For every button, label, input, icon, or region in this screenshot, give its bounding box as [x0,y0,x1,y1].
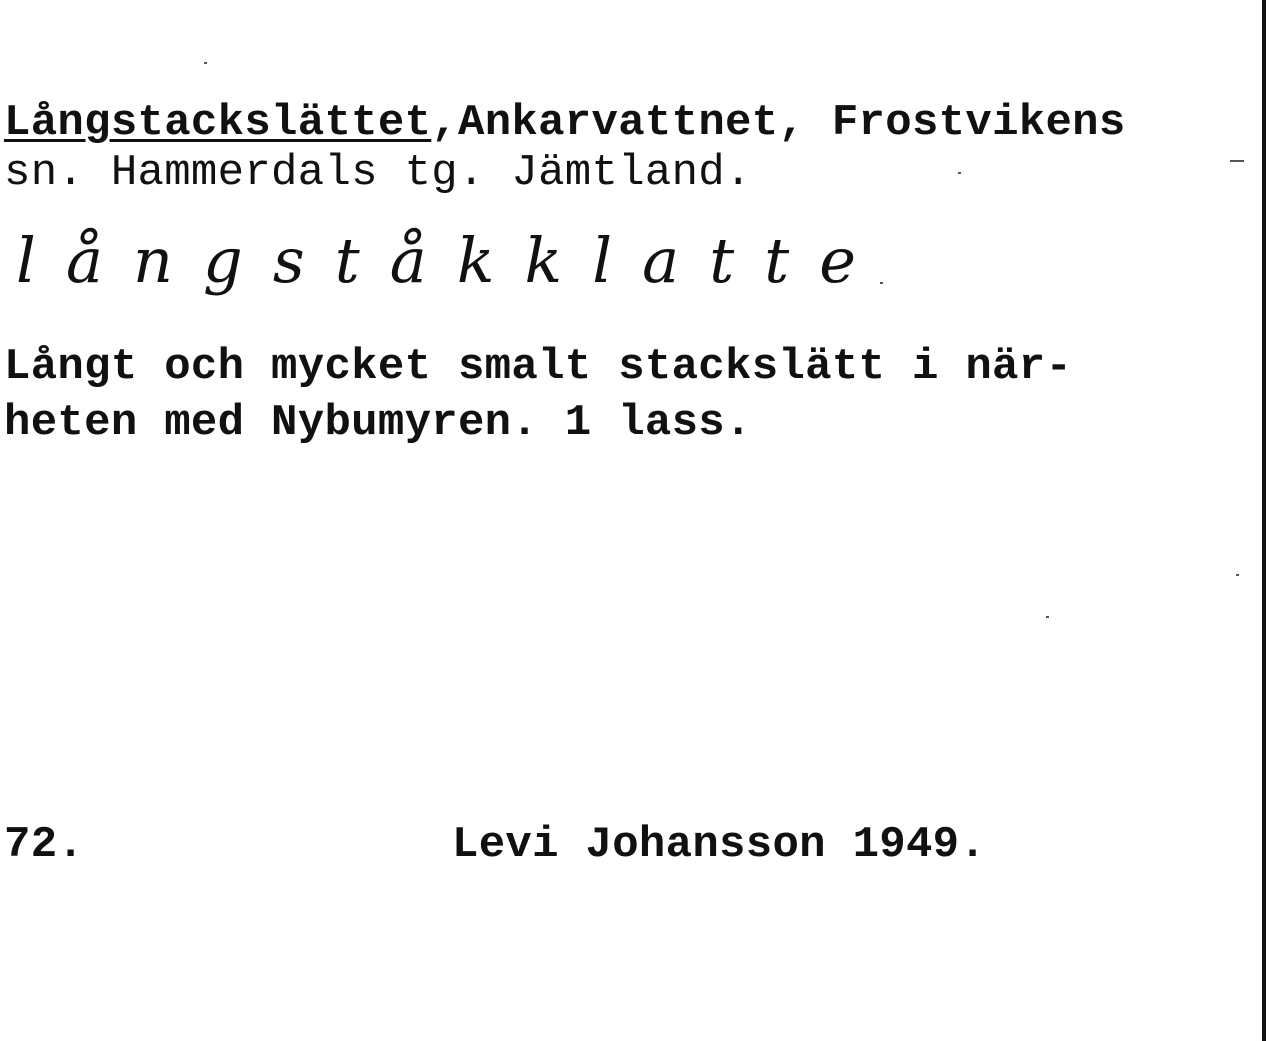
author-year: Levi Johansson 1949. [452,820,987,870]
scan-speck [1236,574,1239,576]
card-number: 72. [4,820,85,870]
description-line-2: heten med Nybumyren. 1 lass. [4,398,752,448]
scan-speck [204,62,207,64]
scan-speck [958,172,961,174]
location-text: ,Ankarvattnet, Frostvikens [431,98,1126,148]
card-edge-line [1262,0,1266,1041]
headword: Långstackslättet [4,98,432,148]
header-line-1 [4,98,1126,148]
handwritten-pronunciation-text: långståkklatte [16,224,856,297]
header-line-2: sn. Hammerdals tg. Jämtland. [4,148,752,198]
scan-speck [1046,616,1049,618]
scan-speck [1230,160,1244,162]
scan-speck [880,282,883,284]
description-line-1: Långt och mycket smalt stackslätt i när- [4,342,1073,392]
handwritten-pronunciation [14,200,874,330]
